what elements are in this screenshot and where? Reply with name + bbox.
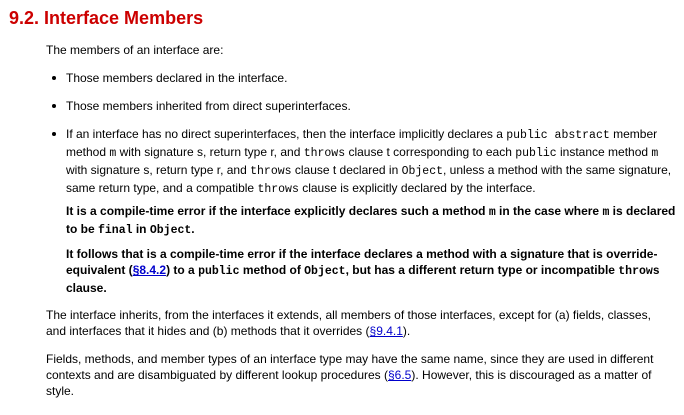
list-item: Those members declared in the interface. (66, 70, 666, 86)
list-item: If an interface has no direct superinterfaces, then the interface implicitly declares a public abstract member method m with signature s, return type r, and throws clause t corresponding to each public instance method m with signature s, return type r, and throws clause t declared in Object, unless a method with the same signature, same return type, and a compatible throws clause is explicitly declared by the interface. (66, 126, 674, 198)
compile-error-note: It is a compile-time error if the interface explicitly declares such a method m in the case where m is declared to be final in Object. (66, 204, 676, 237)
naming-paragraph: Fields, methods, and member types of an interface type may have the same name, since they are used in different contexts and are disambiguated by different lookup procedures (§6.5). However, this is discouraged as a matter of style. (46, 352, 654, 398)
code-keyword: Object (401, 165, 444, 178)
code-keyword: m (109, 147, 117, 160)
intro-text: The members of an interface are: (46, 43, 224, 57)
code-keyword: Object (149, 224, 192, 237)
code-keyword: m (488, 206, 496, 219)
bullet-icon (52, 76, 56, 80)
code-keyword: m (602, 206, 610, 219)
link-6-5[interactable]: §6.5 (388, 368, 412, 382)
bullet-icon (52, 132, 56, 136)
code-keyword: throws (303, 147, 346, 160)
code-keyword: Object (304, 265, 346, 278)
code-keyword: public (515, 147, 557, 160)
code-keyword: m (651, 147, 659, 160)
inheritance-paragraph: The interface inherits, from the interfaces it extends, all members of those interfaces, except for (a) fields, classes, and interfaces that it hides and (b) methods that it overrides (§9.4.1). (46, 308, 651, 338)
bullet-icon (52, 104, 56, 108)
link-8-4-2[interactable]: §8.4.2 (132, 263, 167, 277)
section-title: 9.2. Interface Members (9, 8, 204, 28)
code-keyword: throws (257, 183, 299, 196)
link-9-4-1[interactable]: §9.4.1 (369, 324, 403, 338)
code-keyword: public (198, 265, 240, 278)
code-keyword: throws (250, 165, 292, 178)
code-keyword: throws (618, 265, 660, 278)
code-keyword: final (98, 224, 133, 237)
code-keyword: public abstract (506, 129, 610, 142)
override-note: It follows that is a compile-time error if the interface declares a method with a signature that is override-equivalent (§8.4.2) to a public method of Object, but has a different return type or incompatible throws clause. (66, 247, 660, 295)
list-item: Those members inherited from direct superinterfaces. (66, 98, 666, 114)
